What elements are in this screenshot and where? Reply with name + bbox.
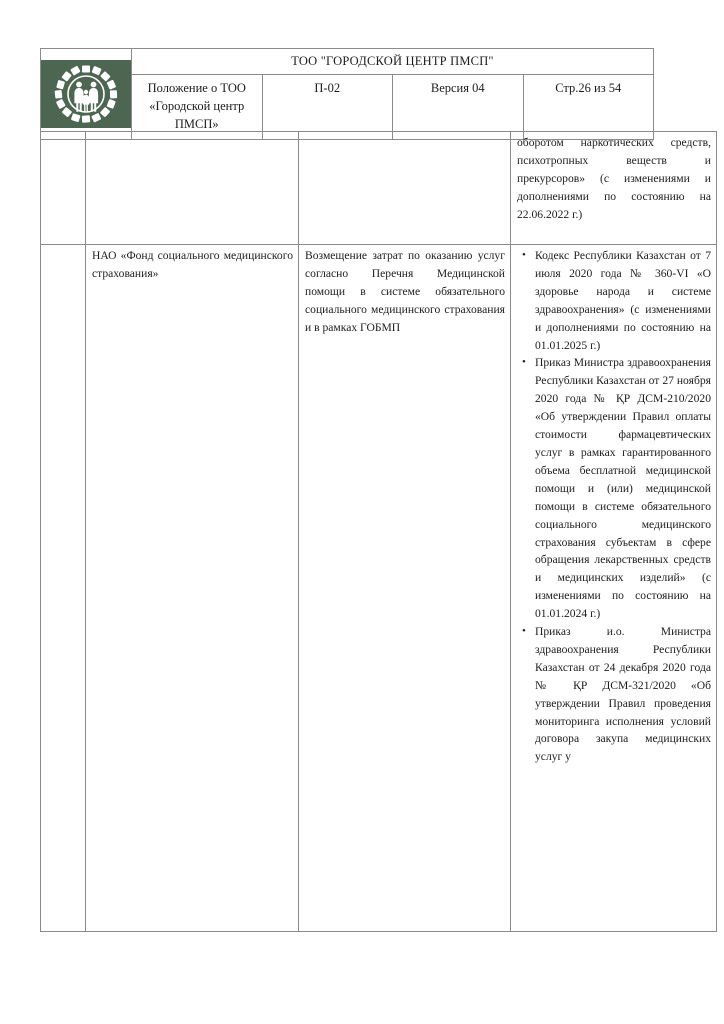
legal-documents-list	[517, 247, 711, 766]
description-cell	[299, 132, 511, 245]
description-text: Возмещение затрат по оказанию услуг согласно Перечня Медицинской помощи в системе обязательного социального медицинского страхования и в рамках ГОБМП	[305, 249, 505, 334]
company-logo	[41, 60, 131, 128]
org-title: ТОО "ГОРОДСКОЙ ЦЕНТР ПМСП"	[132, 49, 654, 75]
organization-cell	[86, 132, 299, 245]
organization-name: НАО «Фонд социального медицинского страхования»	[92, 249, 293, 280]
header-row-title	[41, 49, 654, 75]
table-row	[41, 245, 717, 932]
document-continuation-text: оборотом наркотических средств, психотропных веществ и прекурсоров» (с изменениями и дополнениями по состоянию на 22.06.2022 г.)	[517, 136, 711, 221]
list-item: • Кодекс Республики Казахстан от 7 июля 2020 года № 360-VI «О здоровье народа и системе здравоохранения» (с изменениями и дополнениями по состоянию на 01.01.2025 г.)	[535, 247, 711, 354]
doc-version: Версия 04	[393, 75, 524, 140]
doc-code: П-02	[262, 75, 393, 140]
row-number-cell	[41, 132, 86, 245]
documents-cell	[511, 132, 717, 245]
doc-name: Положение о ТОО «Городской центр ПМСП»	[132, 75, 263, 140]
list-item: • Приказ и.о. Министра здравоохранения Республики Казахстан от 24 декабря 2020 года № ҚР ДСМ-321/2020 «Об утверждении Правил проведения мониторинга исполнения условий договора закупа медицинских услуг у	[535, 623, 711, 766]
content-table	[40, 131, 717, 932]
table-row	[41, 132, 717, 245]
logo-cell	[41, 49, 132, 140]
description-cell	[299, 245, 511, 932]
documents-cell	[511, 245, 717, 932]
document-header-table	[40, 48, 654, 140]
list-item: • Приказ Министра здравоохранения Республики Казахстан от 27 ноября 2020 года № ҚР ДСМ-210/2020 «Об утверждении Правил оплаты стоимости фармацевтических услуг в рамках гарантированного объема бесплатной медицинской помощи и (или) медицинской помощи в системе обязательного социального медицинского страхования субъектам в сфере обращения лекарственных средств и медицинских изделий» (с изменениями по состоянию на 01.01.2024 г.)	[535, 354, 711, 623]
family-in-circle-icon	[54, 65, 118, 123]
page-number: Стр.26 из 54	[523, 75, 654, 140]
row-number-cell	[41, 245, 86, 932]
organization-cell	[86, 245, 299, 932]
